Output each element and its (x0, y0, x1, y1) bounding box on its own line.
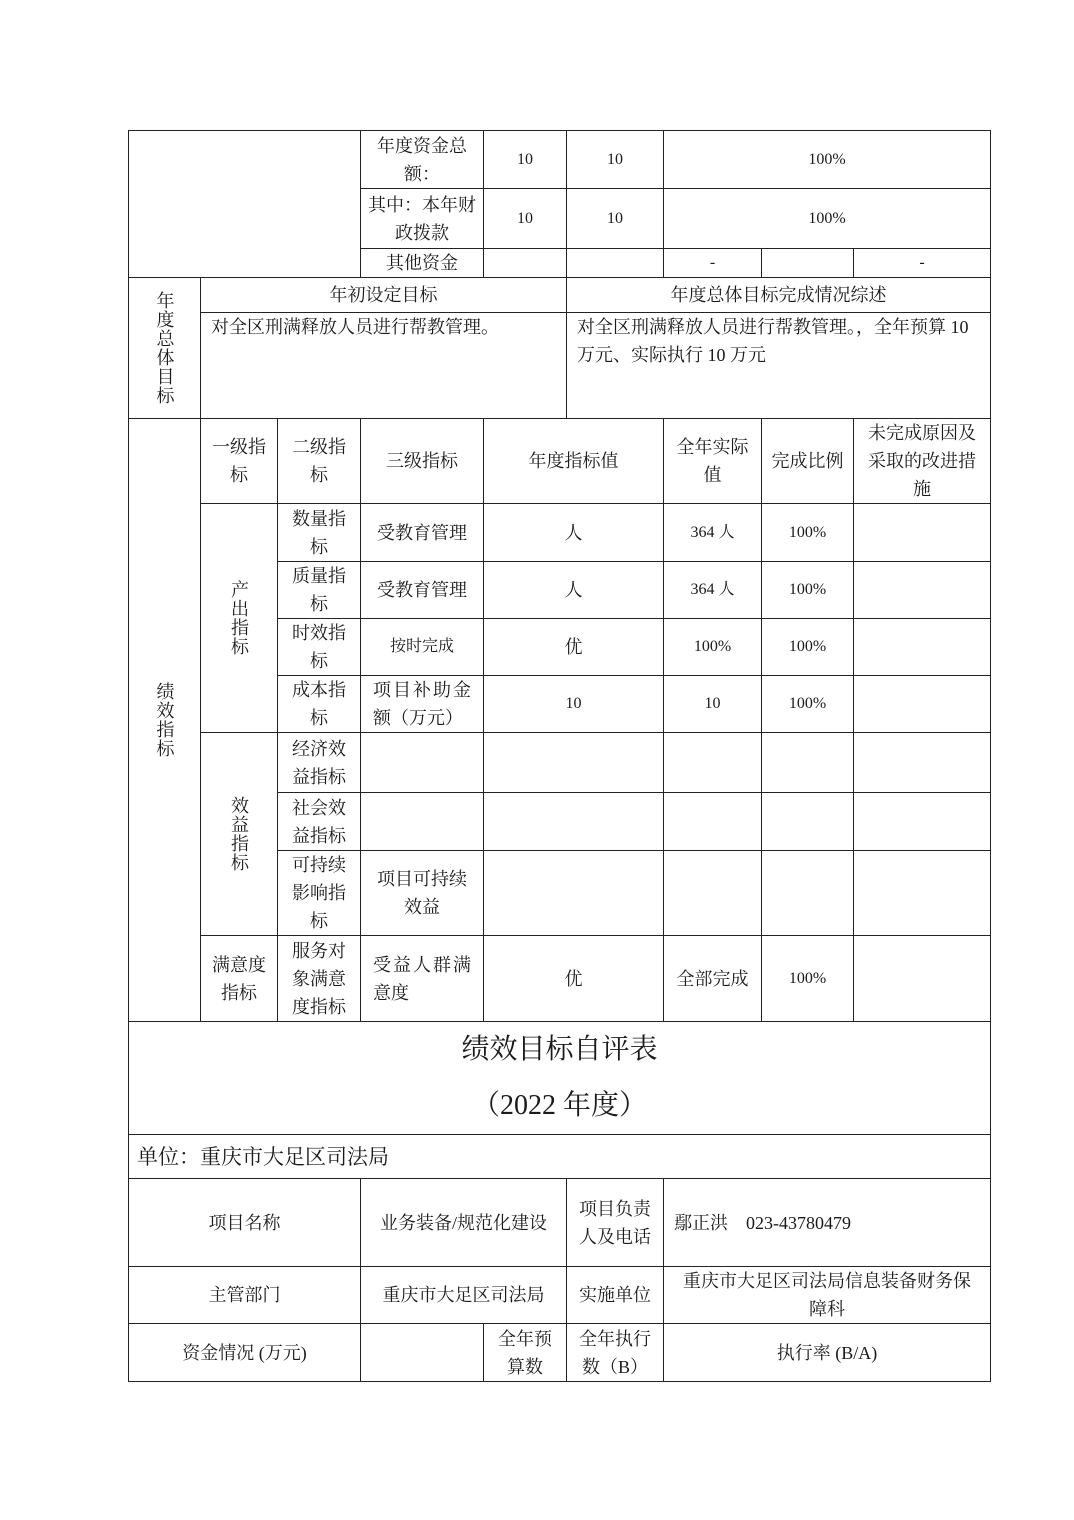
fund-total-executed: 10 (566, 130, 664, 189)
table-row-actual (663, 732, 762, 793)
fund-other-budget (483, 248, 567, 278)
annual-goal-side-label: 年度总体目标 (154, 291, 175, 405)
table-row-target (483, 732, 664, 793)
table-row-level2: 成本指标 (277, 675, 361, 733)
table-row-target (483, 850, 664, 936)
table-row-reason (853, 732, 991, 793)
table-row-target: 人 (483, 561, 664, 619)
fund-total-rate: 100% (663, 130, 991, 189)
goal-set-text: 对全区刑满释放人员进行帮教管理。 (200, 312, 567, 419)
table-row-reason (853, 935, 991, 1022)
table-row-level3: 项目补助金额（万元） (360, 675, 484, 733)
output-group-cell (200, 503, 278, 733)
fund-fiscal-rate: 100% (663, 188, 991, 249)
table-row-level2: 经济效益指标 (277, 732, 361, 793)
table-row-reason (853, 561, 991, 619)
table-row-reason (853, 618, 991, 676)
fund-other-executed (566, 248, 664, 278)
table-row-level2: 服务对象满意度指标 (277, 935, 361, 1022)
project-owner-label: 项目负责人及电话 (566, 1178, 664, 1267)
satisfaction-group-label: 满意度指标 (200, 935, 278, 1022)
fund-other-label: 其他资金 (360, 248, 484, 278)
table-row-level2: 社会效益指标 (277, 792, 361, 851)
indicators-side-label: 绩效指标 (154, 682, 175, 758)
table-row-ratio: 100% (761, 935, 854, 1022)
table-row-actual: 10 (663, 675, 762, 733)
funds-blank-cell (360, 1323, 484, 1382)
project-owner-value: 鄢正洪 023-43780479 (663, 1178, 991, 1267)
table-row-ratio: 100% (761, 561, 854, 619)
fund-fiscal-label: 其中：本年财政拨款 (360, 188, 484, 249)
executed-label: 全年执行数（B） (566, 1323, 664, 1382)
table-row-actual: 全部完成 (663, 935, 762, 1022)
table-row-target: 10 (483, 675, 664, 733)
goal-summary-header: 年度总体目标完成情况综述 (566, 277, 991, 313)
project-name-value: 业务装备/规范化建设 (360, 1178, 567, 1267)
header-reason: 未完成原因及采取的改进措施 (853, 418, 991, 504)
table-row-level2: 可持续影响指标 (277, 850, 361, 936)
project-name-label: 项目名称 (128, 1178, 361, 1267)
goal-set-header: 年初设定目标 (200, 277, 567, 313)
header-ratio: 完成比例 (761, 418, 854, 504)
table-row-level3: 项目可持续效益 (360, 850, 484, 936)
fund-fiscal-executed: 10 (566, 188, 664, 249)
table-row-ratio (761, 792, 854, 851)
header-actual: 全年实际值 (663, 418, 762, 504)
rate-label: 执行率 (B/A) (663, 1323, 991, 1382)
table-row-target: 优 (483, 935, 664, 1022)
fund-total-label: 年度资金总额： (360, 130, 484, 189)
table-row-reason (853, 792, 991, 851)
table-row-reason (853, 675, 991, 733)
funds-label: 资金情况 (万元) (128, 1323, 361, 1382)
table-row-ratio: 100% (761, 503, 854, 562)
dept-label: 主管部门 (128, 1266, 361, 1324)
table-row-reason (853, 503, 991, 562)
table-row-actual: 100% (663, 618, 762, 676)
benefit-group-cell (200, 732, 278, 936)
table-row-target (483, 792, 664, 851)
table-row-actual (663, 792, 762, 851)
header-level3: 三级指标 (360, 418, 484, 504)
table-row-ratio: 100% (761, 675, 854, 733)
header-target: 年度指标值 (483, 418, 664, 504)
table-row-level2: 数量指标 (277, 503, 361, 562)
fund-other-rate-b (761, 248, 854, 278)
form-title-block (128, 1021, 991, 1135)
annual-goal-side-cell (128, 277, 201, 419)
table-row-level3: 受教育管理 (360, 561, 484, 619)
table-row-actual: 364 人 (663, 503, 762, 562)
header-level1: 一级指标 (200, 418, 278, 504)
evaluation-table (128, 130, 991, 1382)
header-level2: 二级指标 (277, 418, 361, 504)
table-row-level3 (360, 732, 484, 793)
form-title: 绩效目标自评表 (461, 1034, 658, 1065)
fund-fiscal-budget: 10 (483, 188, 567, 249)
benefit-group-label: 效益指标 (229, 796, 249, 872)
impl-value: 重庆市大足区司法局信息装备财务保障科 (663, 1266, 991, 1324)
fund-other-rate-a: - (663, 248, 762, 278)
indicators-side-cell (128, 418, 201, 1022)
table-row-level3 (360, 792, 484, 851)
table-row-level3: 受教育管理 (360, 503, 484, 562)
budget-label: 全年预算数 (483, 1323, 567, 1382)
table-row-actual (663, 850, 762, 936)
table-row-level2: 质量指标 (277, 561, 361, 619)
table-row-reason (853, 850, 991, 936)
table-row-level3: 按时完成 (360, 618, 484, 676)
fund-total-budget: 10 (483, 130, 567, 189)
table-row-ratio: 100% (761, 618, 854, 676)
table-row-level3: 受益人群满意度 (360, 935, 484, 1022)
table-row-target: 优 (483, 618, 664, 676)
goal-summary-text: 对全区刑满释放人员进行帮教管理。，全年预算 10 万元、实际执行 10 万元 (566, 312, 991, 419)
table-row-target: 人 (483, 503, 664, 562)
fund-other-rate-c: - (853, 248, 991, 278)
form-year: （2022 年度） (471, 1090, 647, 1121)
blank-corner-cell (128, 130, 361, 278)
table-row-ratio (761, 732, 854, 793)
table-row-level2: 时效指标 (277, 618, 361, 676)
table-row-actual: 364 人 (663, 561, 762, 619)
impl-label: 实施单位 (566, 1266, 664, 1324)
table-row-ratio (761, 850, 854, 936)
unit-line: 单位：重庆市大足区司法局 (128, 1134, 991, 1179)
output-group-label: 产出指标 (229, 580, 249, 656)
dept-value: 重庆市大足区司法局 (360, 1266, 567, 1324)
